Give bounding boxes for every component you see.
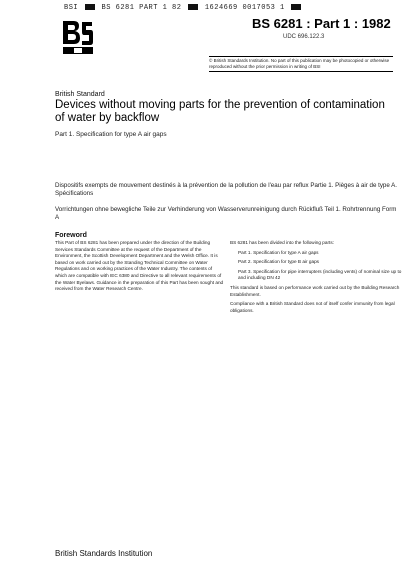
part-item: Part 3. Specification for pipe interrupters (including vents) of nominal size up to and including DN 42 — [238, 268, 402, 281]
bsi-logo — [60, 17, 96, 57]
foreword-left-column — [55, 240, 225, 296]
barcode-mark — [291, 4, 301, 10]
header-code-text: BS 6281 PART 1 82 — [101, 4, 182, 12]
header-left-code: BSI — [64, 4, 79, 12]
part-item: Part 1. Specification for type A air gaps — [238, 249, 319, 255]
foreword-right-column — [230, 240, 405, 317]
parts-intro: BS 6281 has been divided into the following parts: — [230, 240, 334, 245]
document-title: Devices without moving parts for the prevention of contamination of water by backflow — [55, 99, 385, 124]
foreword-heading: Foreword — [55, 232, 87, 239]
compliance-text: Compliance with a British Standard does not of itself confer immunity from legal obligations. — [230, 301, 395, 313]
british-standard-label: British Standard — [55, 91, 105, 98]
header-code-strip — [64, 4, 394, 13]
french-title: Dispositifs exempts de mouvement destinés à la prévention de la pollution de l'eau par reflux Partie 1. Pièges à air de type A. Spécifications — [55, 182, 398, 197]
standard-udc: UDC 696.122.3 — [283, 34, 325, 40]
german-title: Vorrichtungen ohne bewegliche Teile zur Verhinderung von Wasserverunreinigung durch Rückfluß Teil 1. Rohrtrennung Form A — [55, 206, 397, 221]
standard-number: BS 6281 : Part 1 : 1982 — [252, 16, 391, 31]
institution-name: British Standards Institution — [55, 549, 153, 558]
foreword-left-text: This Part of BS 6281 has been prepared under the direction of the Building Services Standards Committee at the request of the Department of the Environment, the Scottish Development Department and the Welsh Office. It is based on work carried out by the Standing Technical Committee on Water Regulations and on working practices of the Water Industry. The contents of which are compatible with IEC 6380 and Directive to all relevant requirements of the Water Byelaws. Guidance in the preparation of this Part has been sought and received from the Water Research Centre. — [55, 240, 224, 292]
barcode-mark — [85, 4, 95, 10]
header-right-text: 1624669 0017053 1 — [204, 4, 285, 12]
part-title: Part 1. Specification for type A air gaps — [55, 131, 167, 138]
copyright-notice: © British Standards Institution. No part of this publication may be photocopied or otherwise reproduced without the prior permission in writing of BSI — [209, 56, 393, 72]
foreword-right-text: This standard is based on performance work carried out by the Building Research Establishment. — [230, 284, 400, 297]
barcode-mark — [188, 4, 198, 10]
part-item: Part 2. Specification for type B air gaps — [238, 259, 320, 265]
